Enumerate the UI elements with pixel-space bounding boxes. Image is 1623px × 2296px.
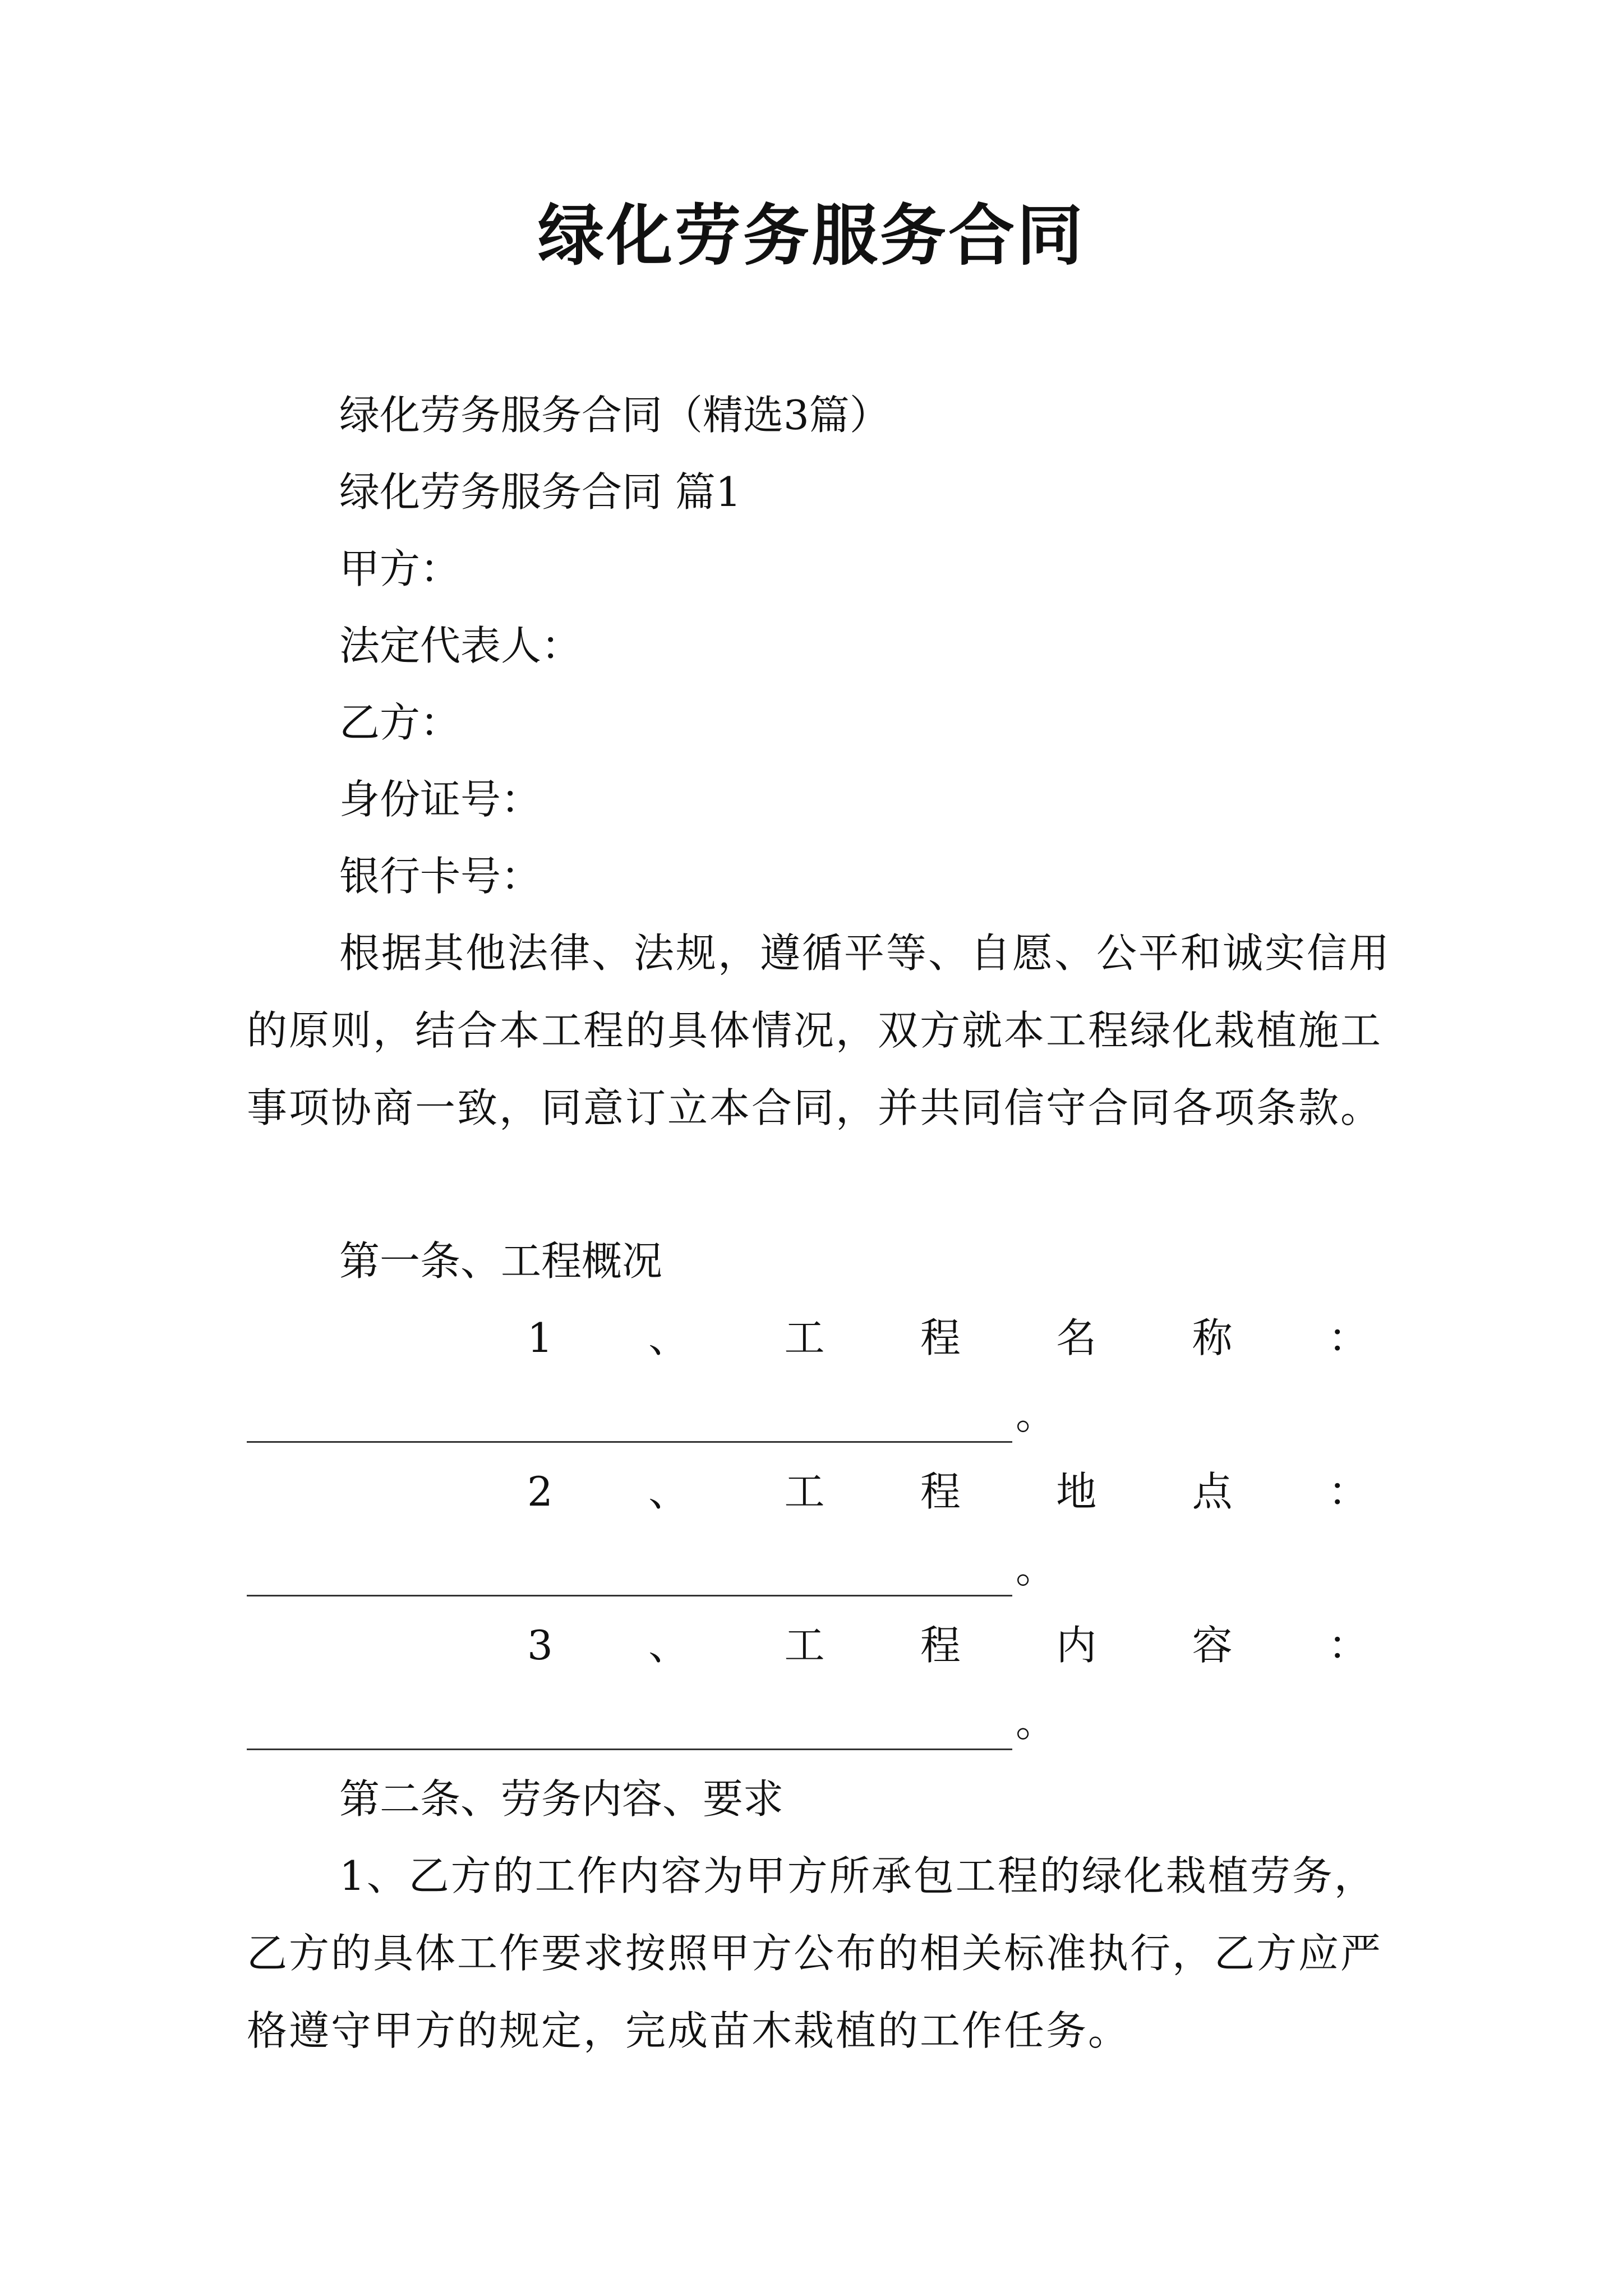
item-char: 程 [920,1314,961,1361]
document-title: 绿化劳务服务合同 [537,196,1085,274]
intro-paragraph: 根据其他法律、法规，遵循平等、自愿、公平和诚实信用的原则，结合本工程的具体情况，双方就本工程绿化栽植施工事项协商一致，同意订立本合同，并共同信守合同各项条款。 [247,930,1391,1131]
item-colon: ： [1327,1468,1368,1515]
article1-item-1-blank [247,1387,1056,1443]
fill-in-blank[interactable] [247,1556,1012,1596]
item-char: 容 [1192,1622,1233,1669]
item-separator: 、 [648,1314,689,1361]
period: 。 [1016,1391,1057,1438]
item-char: 点 [1192,1468,1233,1515]
item-char: 工 [784,1622,825,1669]
article1-item-2 [527,1464,1368,1520]
id-number-label: 身份证号： [339,776,542,823]
item-char: 内 [1056,1622,1097,1669]
item-colon: ： [1327,1622,1368,1669]
item-char: 名 [1056,1314,1097,1361]
fill-in-blank[interactable] [247,1402,1012,1443]
article1-heading: 第一条、工程概况 [339,1237,663,1285]
period: 。 [1016,1545,1057,1592]
article2-paragraph-1: 1、乙方的工作内容为甲方所承包工程的绿化栽植劳务，乙方的具体工作要求按照甲方公布的相关标准执行，乙方应严格遵守甲方的规定，完成苗木栽植的工作任务。 [247,1852,1383,2054]
party-a-label: 甲方： [339,545,461,592]
fill-in-blank[interactable] [247,1709,1012,1750]
item-separator: 、 [648,1622,689,1669]
legal-rep-label: 法定代表人： [339,622,582,669]
item-char: 地 [1056,1468,1097,1515]
item-char: 称 [1192,1314,1233,1361]
item-char: 程 [920,1468,961,1515]
item-number: 3 [527,1622,553,1669]
article1-item-1 [527,1310,1368,1366]
item-char: 工 [784,1314,825,1361]
article1-item-2-blank [247,1540,1056,1596]
item-number: 2 [527,1468,553,1515]
item-separator: 、 [648,1468,689,1515]
item-char: 程 [920,1622,961,1669]
party-b-label: 乙方： [339,699,461,746]
article1-item-3 [527,1617,1368,1673]
item-colon: ： [1327,1314,1368,1361]
item-number: 1 [527,1314,553,1361]
item-char: 工 [784,1468,825,1515]
article2-heading: 第二条、劳务内容、要求 [339,1775,784,1823]
period: 。 [1016,1699,1057,1746]
article1-item-3-blank [247,1694,1056,1750]
document-subtitle: 绿化劳务服务合同（精选3篇） [339,392,890,439]
bank-card-label: 银行卡号： [339,853,542,900]
section-heading: 绿化劳务服务合同 篇1 [339,468,741,516]
